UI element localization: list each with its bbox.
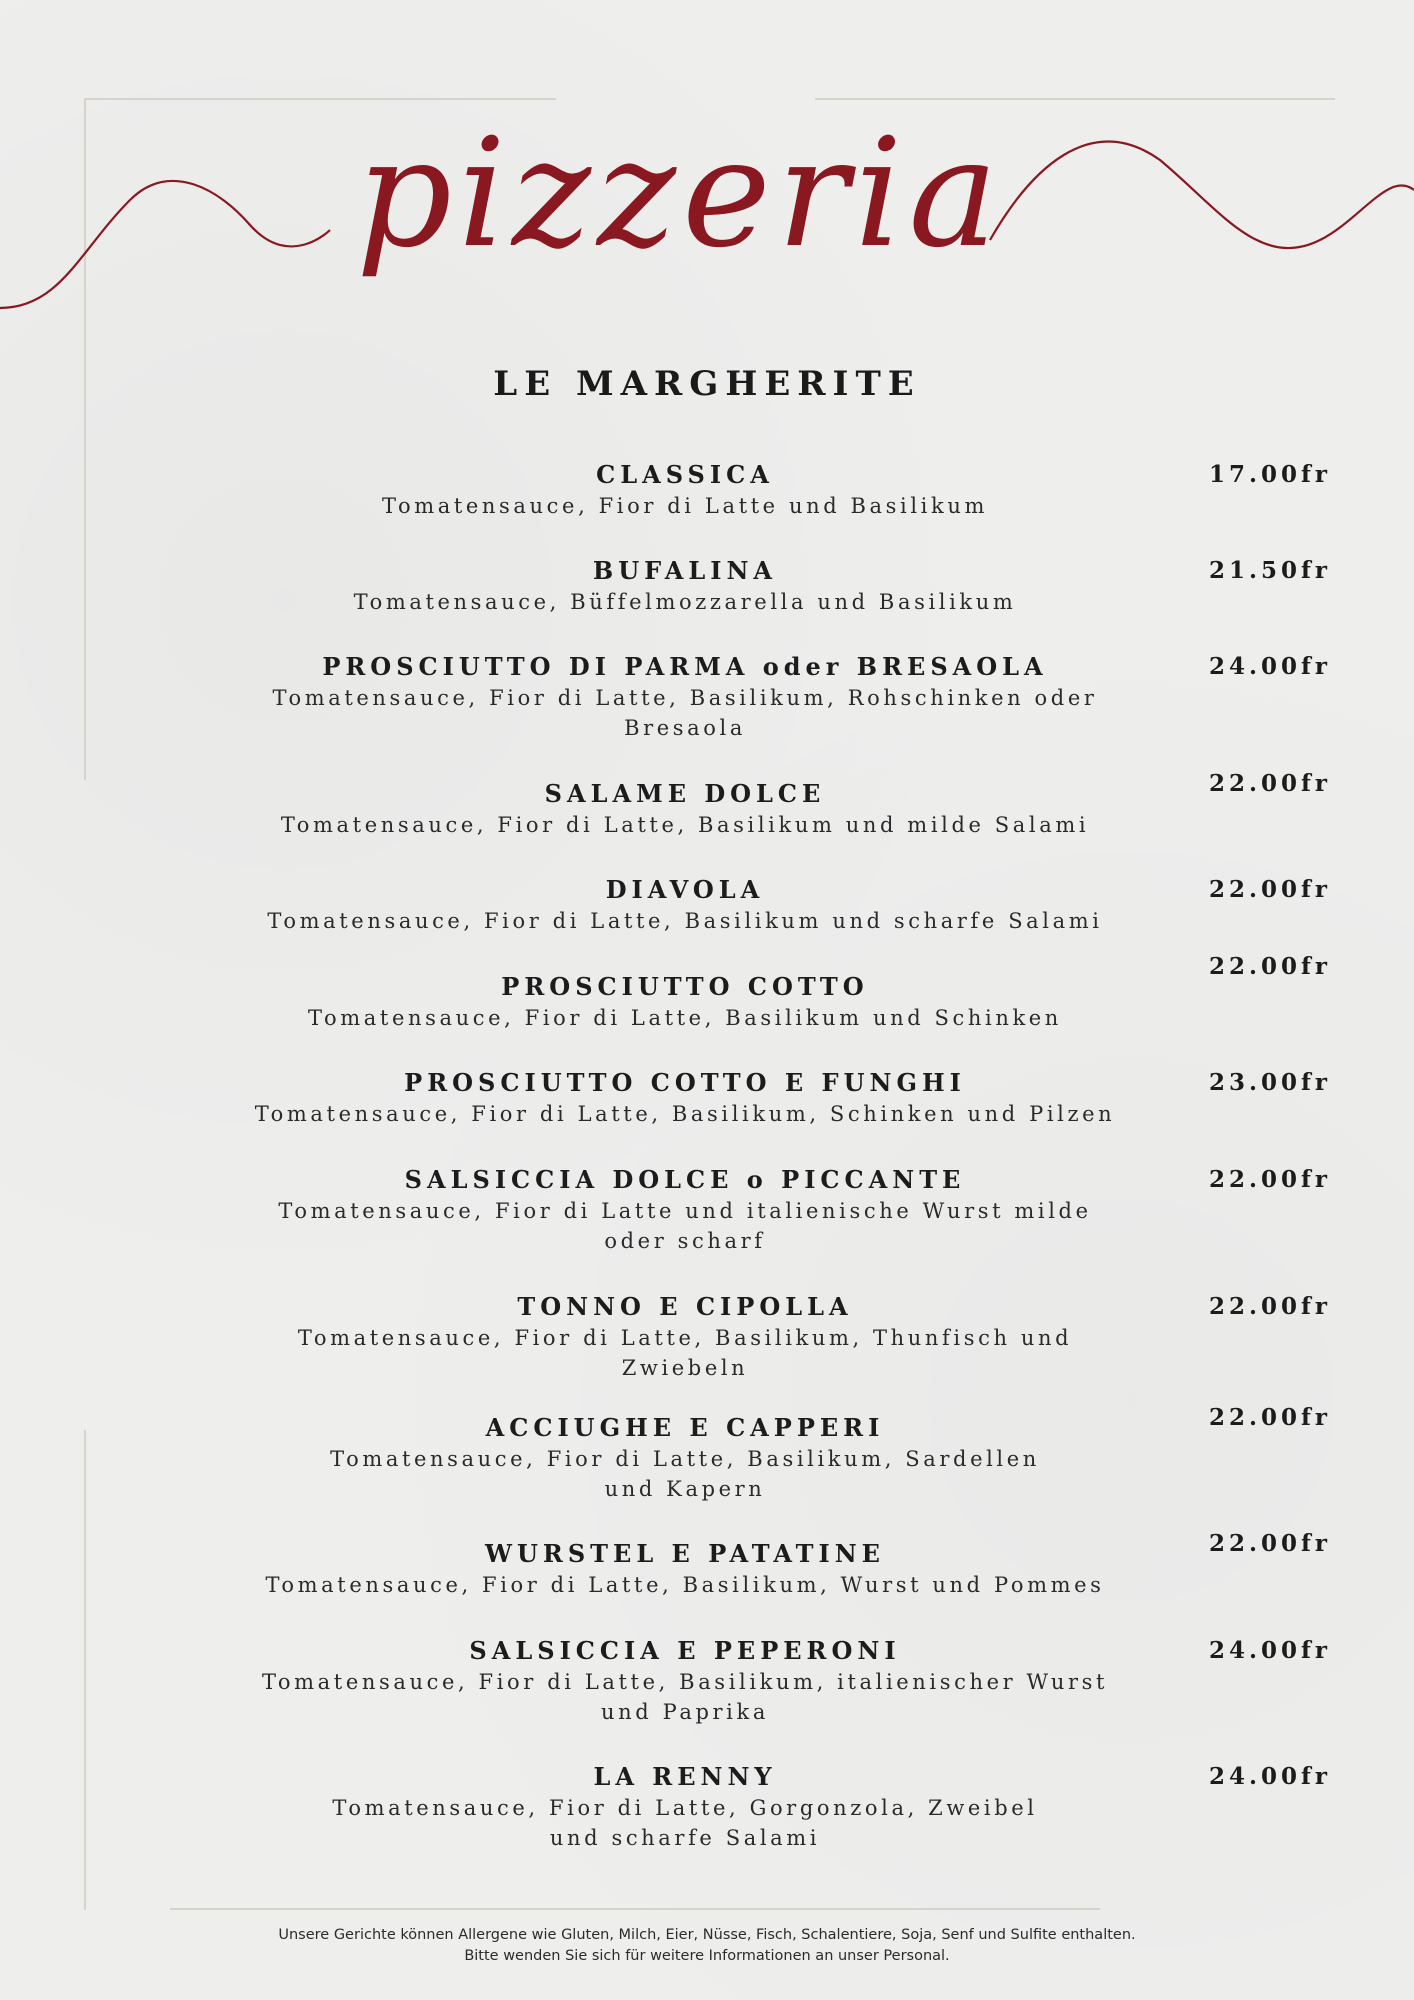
menu-item-name: SALSICCIA E PEPERONI xyxy=(469,1636,901,1665)
menu-item-description xyxy=(200,587,1170,617)
menu-item-name: DIAVOLA xyxy=(605,875,765,904)
menu-item-price: 21.50fr xyxy=(1208,557,1332,584)
menu-item-description xyxy=(200,810,1170,840)
menu-item-description-line-1: Tomatensauce, Fior di Latte, Basilikum, Schinken und Pilzen xyxy=(254,1102,1116,1126)
menu-item-description xyxy=(200,1667,1170,1727)
menu-item-price: 22.00fr xyxy=(1208,1166,1332,1193)
menu-item-price: 22.00fr xyxy=(1208,876,1332,903)
flourish-swash xyxy=(0,181,330,308)
menu-item-description-line-1: Tomatensauce, Fior di Latte und italienische Wurst milde xyxy=(278,1199,1092,1223)
frame-left-lower xyxy=(84,1430,86,1910)
menu-item-name: CLASSICA xyxy=(596,460,774,489)
menu-item-name: LA RENNY xyxy=(593,1762,777,1791)
menu-item-description-line-2: und scharfe Salami xyxy=(549,1826,821,1850)
menu-item-description-line-1: Tomatensauce, Fior di Latte, Basilikum und Schinken xyxy=(308,1006,1062,1030)
menu-item-price: 22.00fr xyxy=(1208,1404,1332,1431)
menu-item-description-line-1: Tomatensauce, Fior di Latte, Basilikum, Rohschinken oder xyxy=(272,686,1098,710)
menu-item-price: 22.00fr xyxy=(1208,770,1332,797)
menu-item-price: 23.00fr xyxy=(1208,1069,1332,1096)
menu-item-description-line-1: Tomatensauce, Fior di Latte und Basilikum xyxy=(382,494,988,518)
menu-item-description-line-2: oder scharf xyxy=(604,1229,766,1253)
menu-item-description xyxy=(200,491,1170,521)
menu-item-name: PROSCIUTTO COTTO xyxy=(501,972,869,1001)
menu-item-description-line-1: Tomatensauce, Fior di Latte, Basilikum, italienischer Wurst xyxy=(261,1670,1109,1694)
menu-item-description xyxy=(200,1570,1170,1600)
menu-item-name: SALSICCIA DOLCE o PICCANTE xyxy=(404,1165,966,1194)
menu-item-price: 22.00fr xyxy=(1208,1293,1332,1320)
frame-top-right xyxy=(815,98,1335,100)
menu-item-description-line-1: Tomatensauce, Fior di Latte, Basilikum, Sardellen xyxy=(330,1447,1040,1471)
menu-item-description xyxy=(200,1099,1170,1129)
menu-item-price: 24.00fr xyxy=(1208,1763,1332,1790)
menu-item-name: BUFALINA xyxy=(592,556,778,585)
menu-item-description-line-2: Bresaola xyxy=(624,716,746,740)
script-title-text: pizzeria xyxy=(356,130,1004,281)
menu-item-name: SALAME DOLCE xyxy=(544,779,826,808)
menu-item-description xyxy=(200,1196,1170,1256)
menu-item-description xyxy=(200,906,1170,936)
allergen-notice-line-2: Bitte wenden Sie sich für weitere Informationen an unser Personal. xyxy=(464,1948,950,1964)
frame-top-left xyxy=(84,98,556,100)
menu-item-price: 22.00fr xyxy=(1208,1530,1332,1557)
menu-item-description xyxy=(200,1003,1170,1033)
allergen-notice-line-1: Unsere Gerichte können Allergene wie Gluten, Milch, Eier, Nüsse, Fisch, Schalentiere, Soja, Senf und Sulfite enthalten. xyxy=(278,1927,1136,1943)
menu-item-name: TONNO E CIPOLLA xyxy=(517,1292,853,1321)
menu-item-description-line-1: Tomatensauce, Fior di Latte, Basilikum und milde Salami xyxy=(280,813,1090,837)
menu-item-description-line-1: Tomatensauce, Fior di Latte, Basilikum, Thunfisch und xyxy=(297,1326,1073,1350)
menu-item-description-line-1: Tomatensauce, Büffelmozzarella und Basilikum xyxy=(353,590,1017,614)
menu-item-description-line-2: und Kapern xyxy=(604,1477,766,1501)
menu-item-description xyxy=(200,1323,1170,1383)
menu-item-description xyxy=(200,1793,1170,1853)
frame-bottom xyxy=(170,1908,1100,1910)
menu-item-description xyxy=(200,683,1170,743)
menu-item-description-line-1: Tomatensauce, Fior di Latte, Basilikum, Wurst und Pommes xyxy=(265,1573,1105,1597)
menu-item-price: 24.00fr xyxy=(1208,653,1332,680)
pizzeria-logo xyxy=(0,130,1414,360)
menu-item-price: 17.00fr xyxy=(1208,461,1332,488)
allergen-notice xyxy=(0,1925,1414,1967)
menu-item-description-line-2: und Paprika xyxy=(601,1700,769,1724)
section-title: LE MARGHERITE xyxy=(493,364,921,404)
menu-item-description-line-1: Tomatensauce, Fior di Latte, Gorgonzola, Zweibel xyxy=(332,1796,1038,1820)
menu-item-name: PROSCIUTTO COTTO E FUNGHI xyxy=(404,1068,966,1097)
menu-item-name: WURSTEL E PATATINE xyxy=(485,1539,885,1568)
menu-item-description-line-1: Tomatensauce, Fior di Latte, Basilikum und scharfe Salami xyxy=(267,909,1103,933)
menu-item-price: 24.00fr xyxy=(1208,1637,1332,1664)
menu-item-name: PROSCIUTTO DI PARMA oder BRESAOLA xyxy=(322,652,1048,681)
flourish-swash-right xyxy=(990,142,1414,248)
menu-item-description-line-2: Zwiebeln xyxy=(621,1356,749,1380)
menu-item-description xyxy=(200,1444,1170,1504)
menu-item-name: ACCIUGHE E CAPPERI xyxy=(485,1413,885,1442)
menu-item-price: 22.00fr xyxy=(1208,953,1332,980)
